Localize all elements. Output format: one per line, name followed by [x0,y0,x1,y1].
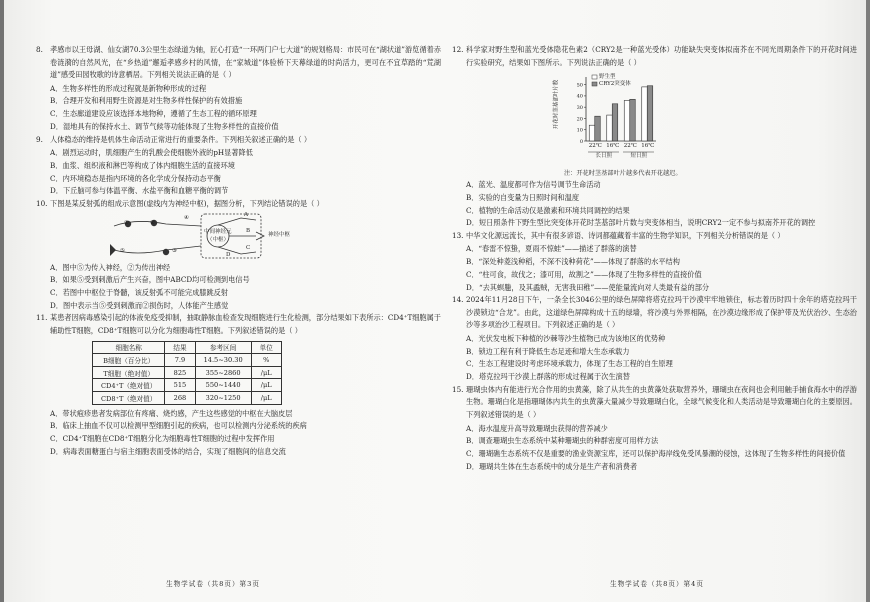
bar-wild-type [642,87,648,141]
flowering-bar-chart [553,71,760,167]
option-c: C．内环境稳态是指内环境的各化学成分保持动态平衡 [50,173,221,183]
option-d: D．病毒表面糖蛋白与宿主细胞表面受体的结合，实现了细胞间的信息交流 [50,446,286,456]
question-stem: 下图是某反射弧的组成示意图(虚线内为神经中枢)，据图分析，下列结论错误的是（ ） [50,199,324,208]
question-number: 15. [452,384,464,394]
question-number: 10. [36,199,48,208]
table-cell: B细胞（百分比） [93,354,165,367]
bar-wild-type [589,125,595,141]
table-header: 结果 [165,341,195,354]
question-stem: 珊瑚虫体内有能进行光合作用的虫黄藻，除了从共生的虫黄藻处获取营养外，珊瑚虫在夜间也会利用触手捕食海水中的浮游生物。珊瑚白化是指珊瑚体内共生的虫黄藻大量减少导致珊瑚白化，全球气候变化和人类活动是导致珊瑚白化的主要原因。下列叙述错误的是（ ） [466,384,857,420]
option-c-wrap [452,448,857,461]
option-b: B．锁边工程有利于降低生态足迹和增大生态承载力 [466,346,630,356]
legend-swatch-mutant [592,82,597,86]
bar-wild-type [607,115,613,141]
group-label: 短日照 [630,153,648,160]
table-header: 细胞名称 [93,341,165,354]
nerve-center-label: 神经中枢 [268,231,291,238]
page-footer-left: 生物学试卷（共8页）第3页 [166,580,260,588]
bar-cry2-mutant [612,104,618,141]
y-tick-label: 30 [576,105,583,112]
table-cell: 515 [165,379,195,392]
node-label: ① [124,219,129,226]
node-label: ③ [172,247,177,254]
page-footer-right: 生物学试卷（共8页）第4页 [610,580,704,588]
question-stem: 人体稳态的维持是机体生命活动正常进行的重要条件。下列相关叙述正确的是（ ） [50,134,312,144]
scan-edge-right [866,0,870,602]
option-a: A．带状疱疹患者发病部位有疼痛、烧灼感，产生这些感觉的中枢在大脑皮层 [50,408,293,418]
left-page-column [36,44,441,458]
table-cell: /μL [251,366,281,379]
question-15 [452,384,857,422]
option-d: D．下丘脑可参与体温平衡、水盐平衡和血糖平衡的调节 [50,186,229,196]
scan-edge-left [0,0,4,602]
option-a: A．蓝光、温度都可作为信号调节生命活动 [466,180,601,190]
x-tick-label: 16℃ [606,143,620,150]
option-d: D．“去其螟螣，及其蟊贼，无害我田稚”——使能量流向对人类最有益的部分 [466,282,710,292]
option-a: A．图中⑤为传入神经，②为传出神经 [50,262,171,272]
question-stem: 中华文化源远流长，其中有很多谚语、诗词都蕴藏着丰富的生物学知识，下列相关分析错误的是（ ） [466,230,785,240]
question-stem: 孝感市以王母湖、仙女湖70.3公里生态绿道为轴，匠心打造“一环两门户七大道”的规划格局：市民可在“湖状道”游览循着赤卷涟漪的自然风光，在“乡热道”邂逅孝感乡村的风情，在“家城道”体验桥下天幕绿道的时尚活力，更可在不宜草踏的“荒湖道”感受田园牧歌的诗意栖居。下列相关说法正确的是（ ） [50,45,441,80]
option-c: C．植物的生命活动仅是激素和环境共同调控的结果 [466,205,630,215]
option-b: B．“深处种菱浅种稻，不深不浅种荷花”——体现了群落的水平结构 [466,257,680,267]
option-b: B．合理开发和利用野生资源是对生物多样性保护的有效措施 [50,96,243,106]
table-cell: 14.5~30.30 [195,354,251,367]
lab-results-table [92,341,282,405]
question-9 [36,134,441,147]
x-tick-label: 16℃ [641,143,655,150]
option-d-wrap [452,217,857,230]
y-axis-label: 开花时茎基部叶片数 [553,79,560,130]
reflex-arc-diagram [106,212,336,260]
option-a: A．光伏发电板下种植的沙棘等沙生植物已成为该地区的优势种 [466,334,666,344]
option-a: A．海水温度升高导致珊瑚虫获得的营养减少 [466,423,608,433]
center-label: 中间神经元 [204,228,232,235]
option-c: C．珊瑚礁生态系统不仅是重要的渔业资源宝库，还可以保护海岸线免受风暴潮的侵蚀，这体现了生物多样性的间接价值 [466,449,846,459]
center-label-2: （中枢） [207,236,230,243]
question-number: 11. [36,313,48,323]
option-c: C．CD4⁺T细胞在CD8⁺T细胞分化为细胞毒性T细胞的过程中发挥作用 [50,433,275,443]
question-14 [452,294,857,332]
question-number: 13. [452,230,464,240]
question-number: 9. [36,134,43,144]
y-tick-label: 50 [576,82,583,89]
option-b: B．如果⑤受到刺激后产生兴奋，图中ABCD均可检测到电信号 [50,275,250,285]
node-label: A [244,211,248,218]
legend-entry-mutant: CRY2突变体 [599,80,631,87]
question-11 [36,312,441,337]
y-tick-label: 10 [576,127,583,134]
table-header: 参考区间 [195,341,251,354]
table-cell: 7.9 [165,354,195,367]
table-cell: /μL [251,379,281,392]
table-header-row [93,341,282,354]
node-label: C [246,244,251,251]
y-tick-label: 40 [576,93,583,100]
option-c: C．“柱可食，故伐之；漆可用，故割之”——体现了生物多样性的直接价值 [466,269,702,279]
table-cell: 550~1440 [195,379,251,392]
table-row [93,366,282,379]
table-cell: 355~2860 [195,366,251,379]
x-tick-label: 22℃ [588,143,602,150]
question-number: 8. [36,45,43,54]
group-label: 长日照 [595,153,613,160]
question-stem: 某患者因病毒感染引起的体液免疫受抑制，抽取静脉血检查发现细胞进行生化检测，部分结果如下表所示：CD4⁺T细胞属于辅助性T细胞，CD8⁺T细胞可以分化为细胞毒性T细胞。下列叙述错误的是（ ） [50,313,441,335]
option-a: A．生物多样性的形成过程就是新物种形成的过程 [50,83,207,93]
question-12 [452,44,857,69]
node-label: D [226,251,231,258]
bar-chart-svg [560,71,760,167]
node-label: ⑤ [120,247,125,254]
question-stem: 2024年11月28日下午，一条全长3046公里的绿色屏障将塔克拉玛干沙漠牢牢地锁住，标志着历时四十余年的塔克拉玛干沙漠锁边“合龙”。由此，这道绿色屏障构成十五的绿墙，将沙漠与外界相隔，在沙漠边缘形成了保护带及光伏治沙、生态治沙等多项治沙工程项目。下列叙述正确的是（ ） [466,295,857,330]
table-row [93,354,282,367]
option-c: C．若图中中枢位于脊髓，该反射弧不可能完成膝跳反射 [50,288,229,297]
table-cell: 268 [165,391,195,404]
option-b: B．血浆、组织液和淋巴等构成了体内细胞生活的直接环境 [50,160,235,170]
node-label: ② [150,219,155,226]
x-tick-label: 22℃ [623,143,637,150]
option-d: D．短日照条件下野生型比突变体开花时茎基部叶片数与突变体相当，说明CRY2一定不参与拟南芥开花的调控 [466,218,816,228]
reflex-arc-svg [106,212,336,260]
option-b: B．临床上抽血不仅可以检测甲型细胞引起的疾病，也可以检测内分泌系统的疾病 [50,421,307,431]
table-header: 单位 [251,341,281,354]
option-b: B．实验的自变量为日照时间和温度 [466,192,580,202]
y-tick-label: 20 [576,116,583,123]
bar-cry2-mutant [647,86,653,141]
question-number: 14. [452,295,464,305]
table-cell: T细胞（绝对值） [93,366,165,379]
question-13 [452,230,857,243]
table-row [93,391,282,404]
question-10 [36,198,441,211]
table-cell: 320~1250 [195,391,251,404]
option-b: B．调查珊瑚虫生态系统中某种珊瑚虫的种群密度可用样方法 [466,436,659,446]
table-cell: /μL [251,391,281,404]
bar-cry2-mutant [595,116,601,141]
node-label: ④ [184,214,189,221]
option-c: C．生态工程建设时考虑环境承载力，体现了生态工程的自生原理 [466,359,673,369]
table-cell: CD4⁺T（绝对值） [93,379,165,392]
bar-wild-type [624,101,630,142]
option-d: D．图中表示当⑤受到刺激而②损伤时，人体能产生感觉 [50,300,229,310]
chart-note: 注：开花时茎基部叶片越多代表开花越迟。 [564,170,682,178]
node-label: B [246,227,251,234]
option-a: A．“春雷不惊蛰，夏雨不惊蛙”——描述了群落的演替 [466,244,637,254]
bar-cry2-mutant [630,99,636,141]
table-cell: % [251,354,281,367]
option-c: C．生态廊道建设应该选择本地物种，遵循了生态工程的循环原理 [50,109,257,119]
option-d: D．湿地具有的保持水土、调节气候等功能体现了生物多样性的直接价值 [50,121,279,131]
option-d: D．珊瑚共生体在生态系统中的成分是生产者和消费者 [466,461,638,471]
legend-entry-wild: 野生型 [599,73,616,80]
right-page-column [452,44,857,473]
option-a: A．剧烈运动时，肌细胞产生的乳酸会使细胞外液的pH显著降低 [50,148,253,158]
table-cell: CD8⁺T（绝对值） [93,391,165,404]
table-cell: 825 [165,366,195,379]
option-d: D．塔克拉玛干沙漠上群落的形成过程属于次生演替 [466,372,630,382]
question-stem: 科学家对野生型和蓝光受体隐花色素2（CRY2是一种蓝光受体）功能缺失突变体拟南芥在不同光周期条件下的开花时间进行实验研究，结果如下图所示。下列说法正确的是（ ） [466,45,857,67]
y-tick-label: 0 [579,138,583,145]
question-8 [36,44,441,82]
legend-swatch-wild [592,75,597,79]
table-row [93,379,282,392]
question-number: 12. [452,45,464,54]
